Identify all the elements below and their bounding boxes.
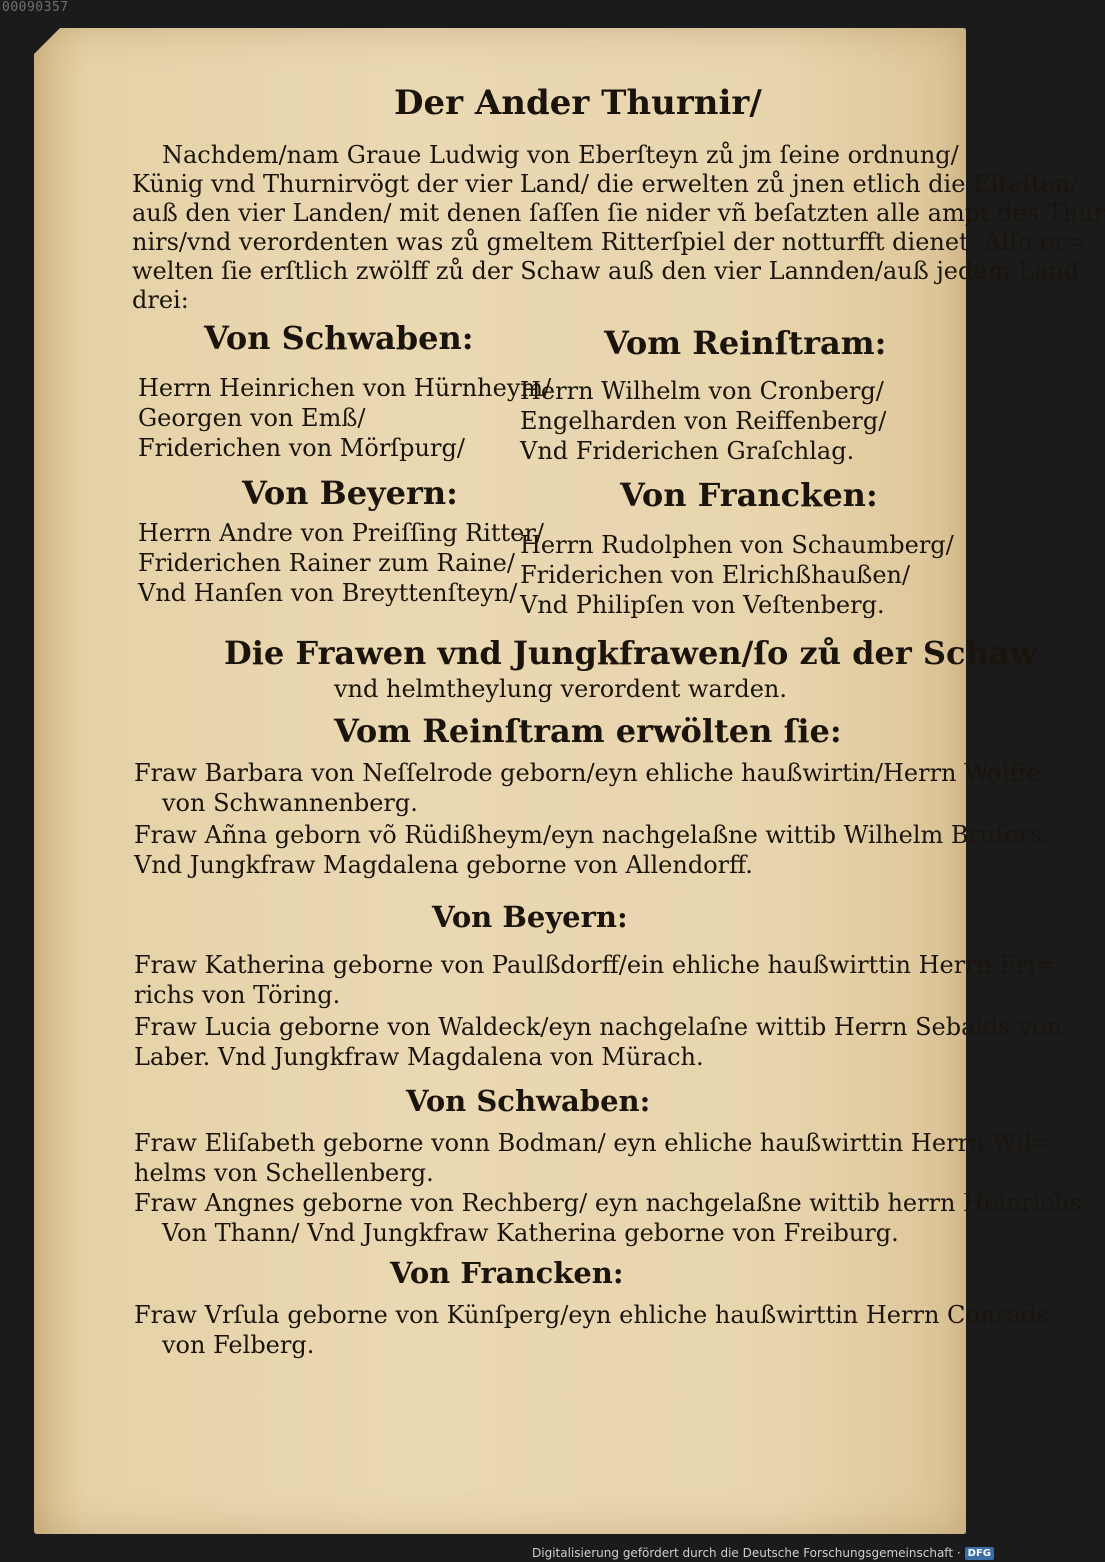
judge-name: Vnd Hanſen von Breyttenſteyn/ bbox=[138, 579, 518, 607]
section-line: Fraw Añna geborn võ Rüdißheym/eyn nachgelaßne wittib Wilhelm Brüſers. bbox=[134, 821, 1050, 849]
judge-name: Herrn Heinrichen von Hürnheym/ bbox=[138, 374, 552, 402]
digitization-footer bbox=[532, 1546, 994, 1560]
section-line: Fraw Lucia geborne von Waldeck/eyn nachgelaſne wittib Herrn Sebalds von bbox=[134, 1013, 1062, 1041]
section-line: Von Thann/ Vnd Jungkfraw Katherina geborne von Freiburg. bbox=[162, 1219, 899, 1247]
section-line: Fraw Eliſabeth geborne vonn Bodman/ eyn ehliche haußwirttin Herrn Wil= bbox=[134, 1129, 1052, 1157]
intro-line: Nachdem/nam Graue Ludwig von Eberſteyn zů jm ſeine ordnung/ bbox=[162, 141, 959, 169]
group-heading-reinstram: Vom Reinſtram: bbox=[604, 324, 887, 362]
torn-corner bbox=[34, 28, 60, 54]
judge-name: Vnd Philipſen von Veſtenberg. bbox=[520, 591, 885, 619]
section-line: Fraw Angnes geborne von Rechberg/ eyn nachgelaßne wittib herrn Heinrichs bbox=[134, 1189, 1082, 1217]
section-heading-reinstram: Vom Reinſtram erwölten ſie: bbox=[334, 712, 842, 750]
section-heading-schwaben: Von Schwaben: bbox=[406, 1084, 651, 1118]
page-title: Der Ander Thurnir/ bbox=[394, 83, 762, 123]
section-heading-beyern: Von Beyern: bbox=[432, 900, 628, 934]
section-line: von Schwannenberg. bbox=[162, 789, 418, 817]
judge-name: Engelharden von Reiffenberg/ bbox=[520, 407, 887, 435]
group-heading-francken: Von Francken: bbox=[620, 476, 878, 514]
group-heading-beyern: Von Beyern: bbox=[242, 474, 458, 512]
intro-line: Künig vnd Thurnirvögt der vier Land/ die erwelten zů jnen etlich die Elteſten/ bbox=[132, 170, 1079, 198]
judge-name: Herrn Rudolphen von Schaumberg/ bbox=[520, 531, 954, 559]
judge-name: Friderichen von Elrichßhaußen/ bbox=[520, 561, 911, 589]
footer-text: Digitalisierung gefördert durch die Deutsche Forschungsgemeinschaft · bbox=[532, 1546, 961, 1560]
judge-name: Friderichen von Mörſpurg/ bbox=[138, 434, 465, 462]
judge-name: Georgen von Emß/ bbox=[138, 404, 366, 432]
section-heading-francken: Von Francken: bbox=[390, 1256, 624, 1290]
group-heading-schwaben: Von Schwaben: bbox=[204, 319, 474, 357]
judge-name: Vnd Friderichen Graſchlag. bbox=[520, 437, 855, 465]
judge-name: Herrn Wilhelm von Cronberg/ bbox=[520, 377, 884, 405]
dfg-logo: DFG bbox=[965, 1547, 994, 1560]
intro-line: nirs/vnd verordenten was zů gmeltem Ritterſpiel der notturfft dienet. Alſo er= bbox=[132, 228, 1086, 256]
scan-id: 00090357 bbox=[2, 0, 69, 15]
section-line: helms von Schellenberg. bbox=[134, 1159, 434, 1187]
judge-name: Herrn Andre von Preiſſing Ritter/ bbox=[138, 519, 544, 547]
section-line: Laber. Vnd Jungkfraw Magdalena von Mürach. bbox=[134, 1043, 704, 1071]
intro-line: auß den vier Landen/ mit denen ſaſſen ſie nider vñ beſatzten alle ampt des Thur bbox=[132, 199, 1105, 227]
frawen-heading: Die Frawen vnd Jungkfrawen/ſo zů der Schaw bbox=[224, 634, 1037, 672]
section-line: Fraw Barbara von Neſſelrode geborn/eyn ehliche haußwirtin/Herrn Wolffe bbox=[134, 759, 1041, 787]
section-line: richs von Töring. bbox=[134, 981, 341, 1009]
book-page bbox=[34, 28, 1105, 1534]
intro-line: welten ſie erſtlich zwölff zů der Schaw auß den vier Lannden/auß jedem Land bbox=[132, 257, 1080, 285]
frawen-subheading: vnd helmtheylung verordent warden. bbox=[334, 675, 787, 703]
section-line: von Felberg. bbox=[162, 1331, 315, 1359]
section-line: Fraw Katherina geborne von Paulßdorff/ein ehliche haußwirttin Herrn Fri= bbox=[134, 951, 1056, 979]
judge-name: Friderichen Rainer zum Raine/ bbox=[138, 549, 515, 577]
section-line: Vnd Jungkfraw Magdalena geborne von Allendorff. bbox=[134, 851, 753, 879]
intro-line: drei: bbox=[132, 286, 189, 314]
section-line: Fraw Vrſula geborne von Künſperg/eyn ehliche haußwirttin Herrn Conrads bbox=[134, 1301, 1049, 1329]
